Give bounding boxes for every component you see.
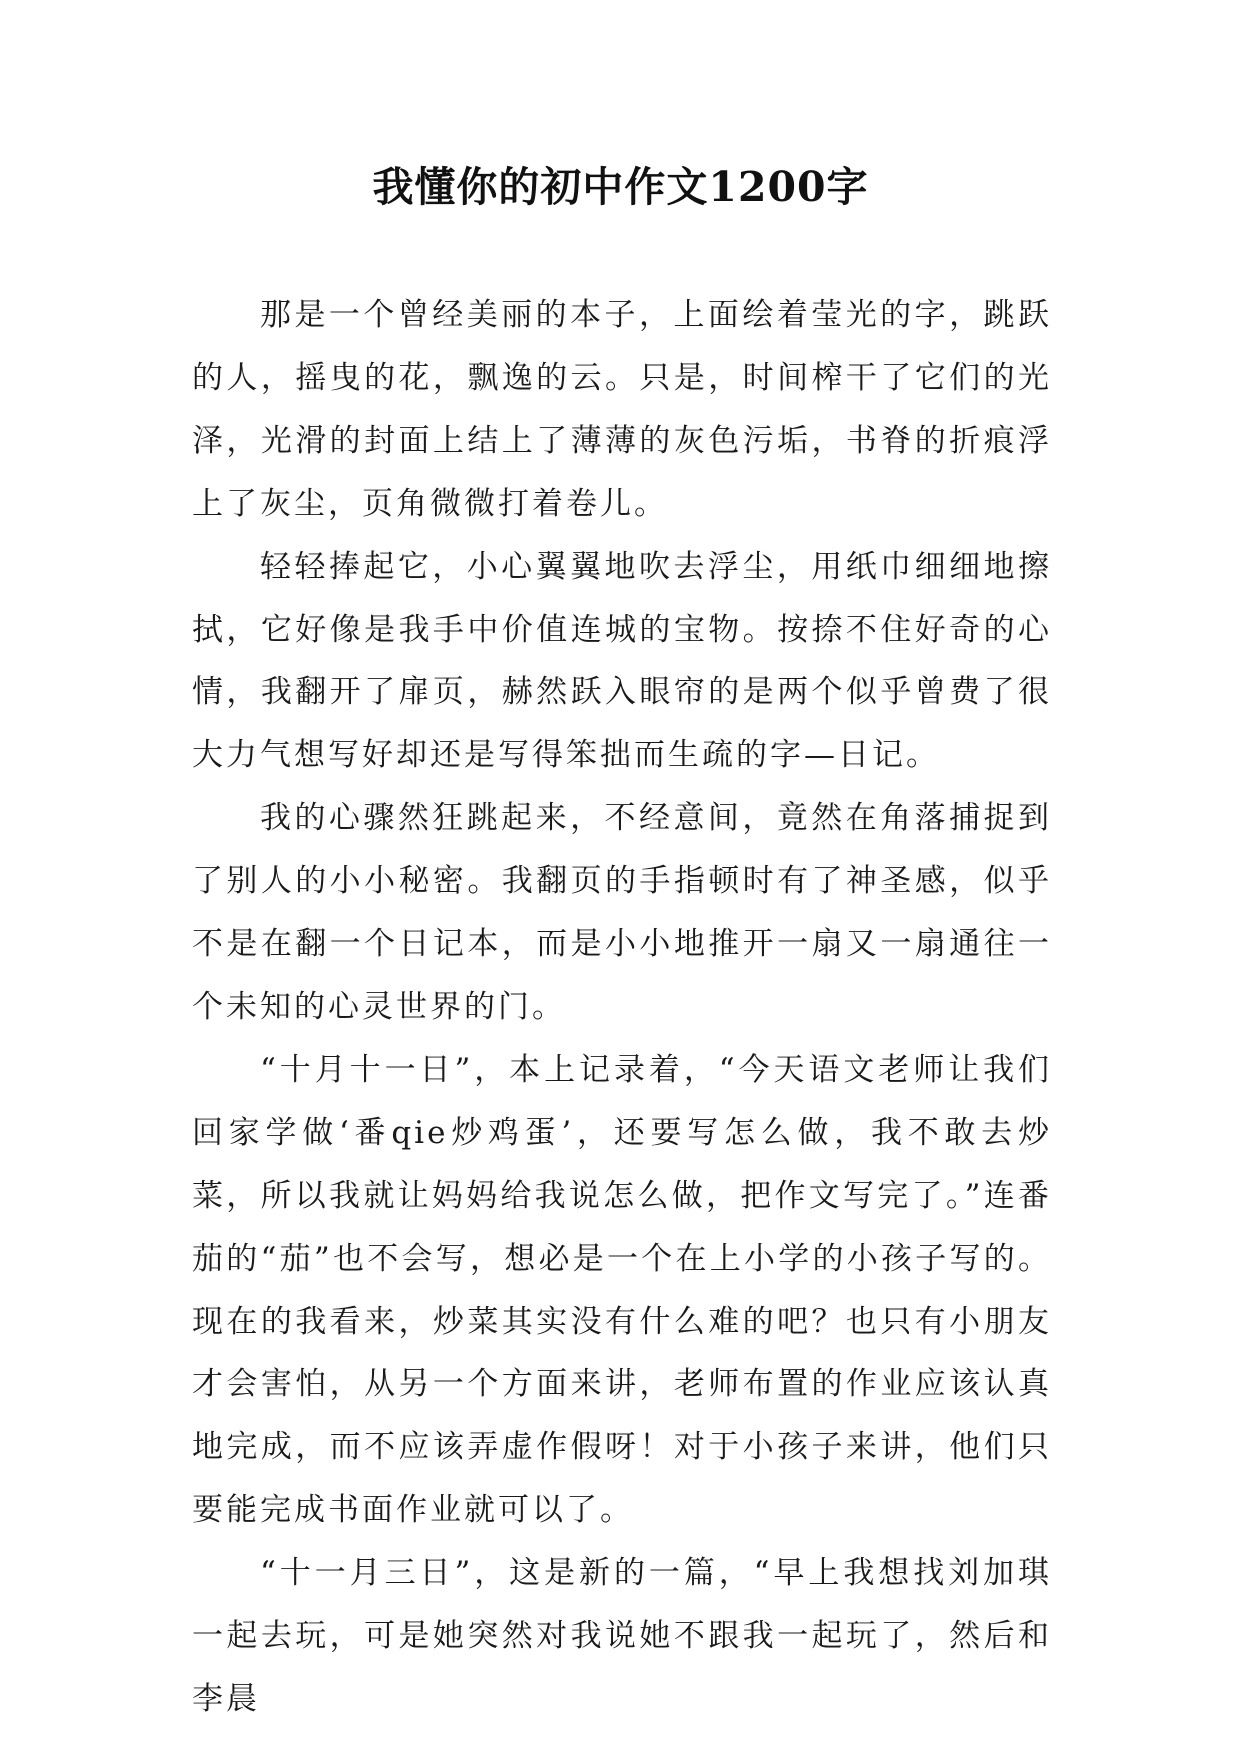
paragraph: 轻轻捧起它，小心翼翼地吹去浮尘，用纸巾细细地擦拭，它好像是我手中价值连城的宝物。按捺不住好奇的心情，我翻开了扉页，赫然跃入眼帘的是两个似乎曾费了很大力气想写好却还是写得笨拙而生疏的字—日记。 (192, 548, 1052, 774)
document-body (192, 284, 1052, 1731)
document-title: 我懂你的初中作文1200字 (372, 163, 869, 211)
paragraph: “十月十一日”，本上记录着，“今天语文老师让我们回家学做‘番qie炒鸡蛋’，还要写怎么做，我不敢去炒菜，所以我就让妈妈给我说怎么做，把作文写完了。”连番茄的“茄”也不会写，想必是一个在上小学的小孩子写的。现在的我看来，炒菜其实没有什么难的吧？也只有小朋友才会害怕，从另一个方面来讲，老师布置的作业应该认真地完成，而不应该弄虚作假呀！对于小孩子来讲，他们只要能完成书面作业就可以了。 (192, 1051, 1052, 1529)
paragraph: “十一月三日”，这是新的一篇，“早上我想找刘加琪一起去玩，可是她突然对我说她不跟我一起玩了，然后和李晨 (192, 1555, 1052, 1717)
paragraph: 那是一个曾经美丽的本子，上面绘着莹光的字，跳跃的人，摇曳的花，飘逸的云。只是，时间榨干了它们的光泽，光滑的封面上结上了薄薄的灰色污垢，书脊的折痕浮上了灰尘，页角微微打着卷儿。 (192, 297, 1052, 522)
paragraph: 我的心骤然狂跳起来，不经意间，竟然在角落捕捉到了别人的小小秘密。我翻页的手指顿时有了神圣感，似乎不是在翻一个日记本，而是小小地推开一扇又一扇通往一个未知的心灵世界的门。 (192, 800, 1052, 1025)
